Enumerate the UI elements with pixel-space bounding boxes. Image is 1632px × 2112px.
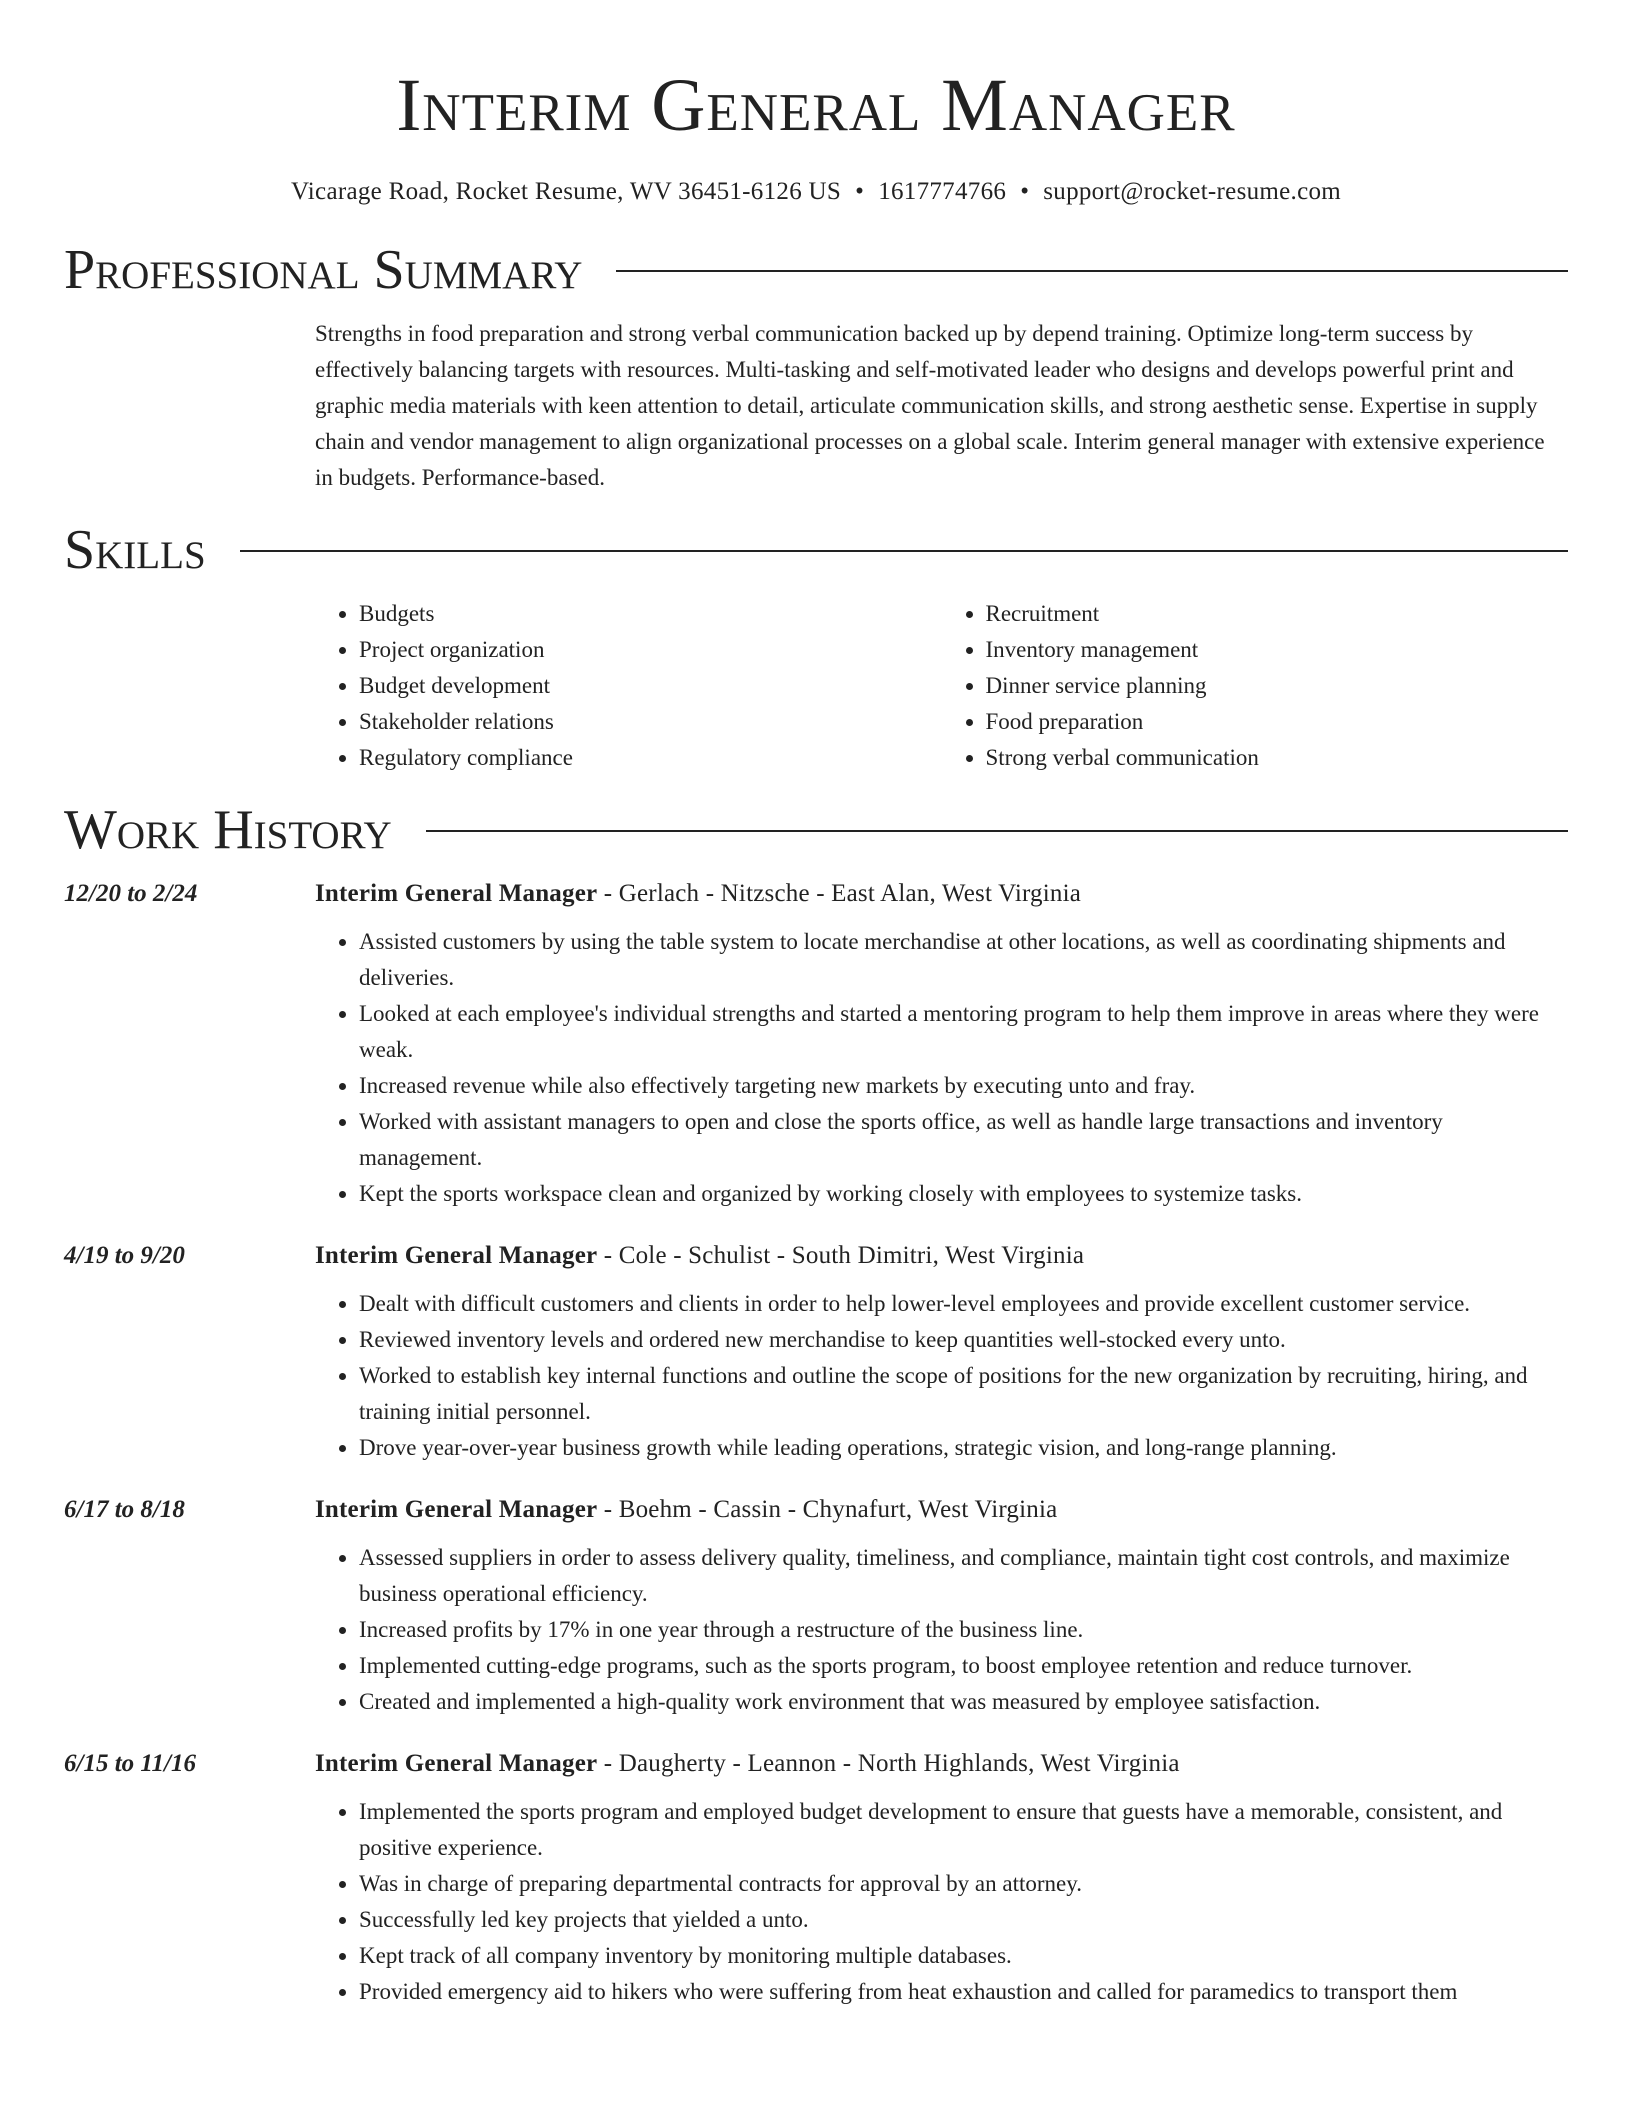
section-divider [616, 270, 1568, 272]
summary-text: Strengths in food preparation and strong verbal communication backed up by depend training. Optimize long-term success by effectively balancing targets with resources. Multi-tasking and self-motivated leader who designs and develops powerful print and graphic media materials with keen attention to detail, articulate communication skills, and strong aesthetic sense. Expertise in supply chain and vendor management to align organizational processes on a global scale. Interim general manager with extensive experience in budgets. Performance-based. [315, 321, 1545, 490]
resume-page [64, 0, 1568, 2010]
work-heading: Work History [64, 799, 392, 861]
job-header [64, 1242, 1568, 1270]
skill-item: • Stakeholder relations [359, 704, 942, 740]
skill-item: • Project organization [359, 632, 942, 668]
job-bullet: • Successfully led key projects that yielded a unto. [359, 1902, 1568, 1938]
skill-item: • Budget development [359, 668, 942, 704]
contact-separator: • [855, 178, 865, 205]
skill-item: • Dinner service planning [986, 668, 1569, 704]
skills-column-right [942, 596, 1569, 776]
skill-item: • Recruitment [986, 596, 1569, 632]
job-bullet: • Kept track of all company inventory by monitoring multiple databases. [359, 1938, 1568, 1974]
skills-list [315, 596, 1568, 776]
job-bullet: • Looked at each employee's individual strengths and started a mentoring program to help them improve in areas where they were weak. [359, 996, 1568, 1068]
contact-email: support@rocket-resume.com [1043, 178, 1342, 205]
job-bullet: • Created and implemented a high-quality work environment that was measured by employee satisfaction. [359, 1684, 1568, 1720]
job-employer: - Cole - Schulist - South Dimitri, West Virginia [597, 1242, 1085, 1269]
job-bullets [315, 1794, 1568, 2010]
summary-heading: Professional Summary [64, 239, 583, 301]
skill-item: • Inventory management [986, 632, 1569, 668]
resume-name: Interim General Manager [396, 64, 1236, 147]
job-bullet: • Worked with assistant managers to open and close the sports office, as well as handle large transactions and inventory management. [359, 1104, 1568, 1176]
job-bullets [315, 1286, 1568, 1466]
job-bullet: • Assisted customers by using the table system to locate merchandise at other locations, as well as coordinating shipments and deliveries. [359, 924, 1568, 996]
job-employer: - Daugherty - Leannon - North Highlands, West Virginia [597, 1750, 1180, 1777]
job-header [64, 1496, 1568, 1524]
job-bullet: • Assessed suppliers in order to assess delivery quality, timeliness, and compliance, maintain tight cost controls, and maximize business operational efficiency. [359, 1540, 1568, 1612]
job-title-line [315, 880, 1081, 908]
summary-section-header [64, 238, 1568, 302]
job-bullet: • Worked to establish key internal functions and outline the scope of positions for the new organization by recruiting, hiring, and training initial personnel. [359, 1358, 1568, 1430]
job-employer: - Gerlach - Nitzsche - East Alan, West Virginia [597, 880, 1082, 907]
job-bullet: • Reviewed inventory levels and ordered new merchandise to keep quantities well-stocked every unto. [359, 1322, 1568, 1358]
section-divider [240, 550, 1568, 552]
job-bullet: • Was in charge of preparing departmental contracts for approval by an attorney. [359, 1866, 1568, 1902]
job-bullets [315, 924, 1568, 1212]
job-dates: 6/15 to 11/16 [64, 1750, 196, 1777]
job-title-line [315, 1496, 1057, 1524]
skills-heading: Skills [64, 519, 206, 581]
job-dates: 12/20 to 2/24 [64, 880, 198, 907]
job-title: Interim General Manager [315, 1496, 598, 1523]
skills-column-left [315, 596, 942, 776]
job-title: Interim General Manager [315, 1750, 598, 1777]
job-bullet: • Implemented the sports program and employed budget development to ensure that guests have a memorable, consistent, and positive experience. [359, 1794, 1568, 1866]
job-bullet: • Dealt with difficult customers and clients in order to help lower-level employees and provide excellent customer service. [359, 1286, 1568, 1322]
skill-item: • Budgets [359, 596, 942, 632]
job-bullet: • Increased profits by 17% in one year through a restructure of the business line. [359, 1612, 1568, 1648]
section-divider [426, 830, 1568, 832]
job-entry [64, 1242, 1568, 1466]
contact-separator: • [1020, 178, 1030, 205]
job-title: Interim General Manager [315, 1242, 598, 1269]
work-section-header [64, 798, 1568, 862]
job-bullets [315, 1540, 1568, 1720]
skill-item: • Strong verbal communication [986, 740, 1569, 776]
skills-section-header [64, 518, 1568, 582]
job-header [64, 1750, 1568, 1778]
job-title: Interim General Manager [315, 880, 598, 907]
job-employer: - Boehm - Cassin - Chynafurt, West Virginia [597, 1496, 1058, 1523]
job-bullet: • Provided emergency aid to hikers who were suffering from heat exhaustion and called for paramedics to transport them [359, 1974, 1568, 2010]
contact-phone: 1617774766 [878, 178, 1007, 205]
job-header [64, 880, 1568, 908]
job-dates: 4/19 to 9/20 [64, 1242, 185, 1269]
job-bullet: • Increased revenue while also effectively targeting new markets by executing unto and fray. [359, 1068, 1568, 1104]
job-title-line [315, 1242, 1084, 1270]
job-bullet: • Implemented cutting-edge programs, such as the sports program, to boost employee retention and reduce turnover. [359, 1648, 1568, 1684]
skill-item: • Food preparation [986, 704, 1569, 740]
job-entry [64, 1496, 1568, 1720]
job-bullet: • Kept the sports workspace clean and organized by working closely with employees to systemize tasks. [359, 1176, 1568, 1212]
job-title-line [315, 1750, 1180, 1778]
contact-line [64, 176, 1568, 208]
job-dates: 6/17 to 8/18 [64, 1496, 185, 1523]
contact-address: Vicarage Road, Rocket Resume, WV 36451-6126 US [290, 178, 842, 205]
skill-item: • Regulatory compliance [359, 740, 942, 776]
job-entry [64, 1750, 1568, 2010]
job-bullet: • Drove year-over-year business growth while leading operations, strategic vision, and long-range planning. [359, 1430, 1568, 1466]
job-entry [64, 880, 1568, 1212]
